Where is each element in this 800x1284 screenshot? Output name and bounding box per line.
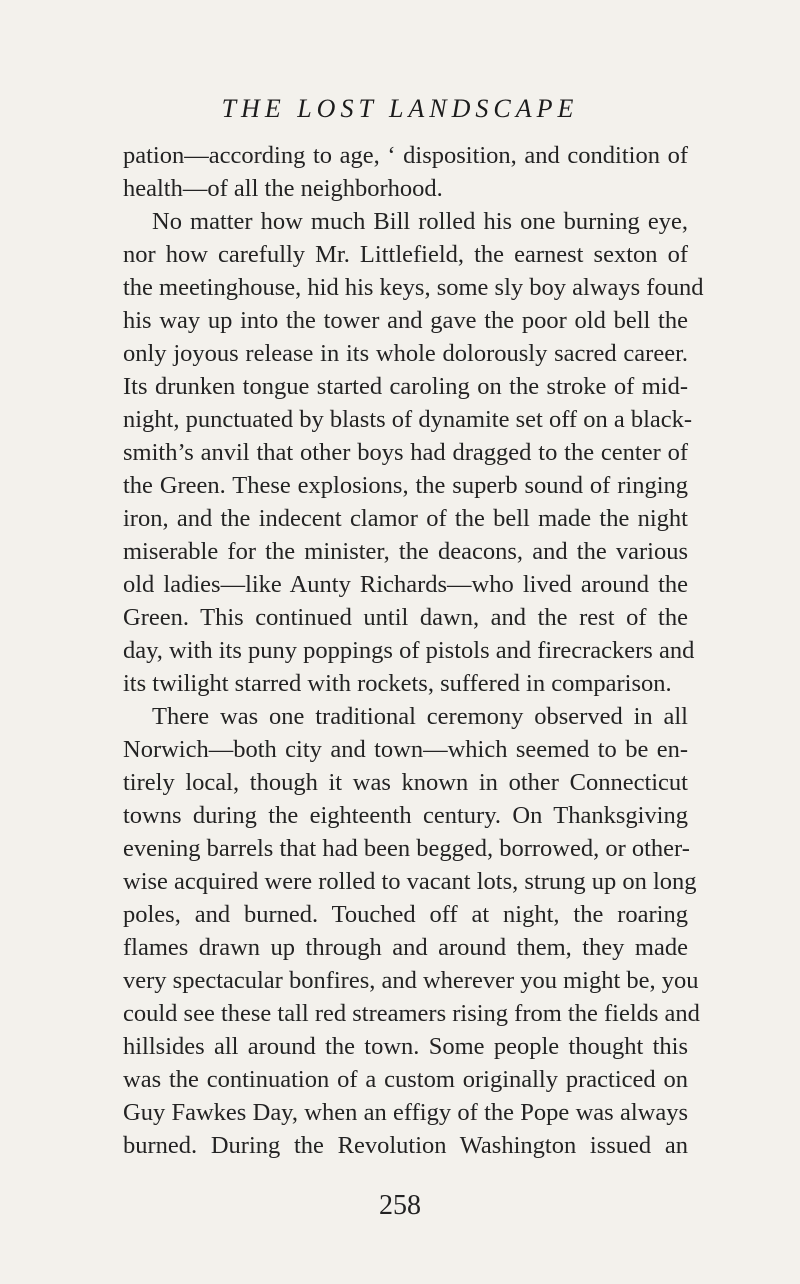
text-line: only joyous release in its whole dolorously sacred career. — [123, 340, 688, 367]
text-line: Guy Fawkes Day, when an effigy of the Pope was always — [123, 1099, 688, 1126]
text-line: No matter how much Bill rolled his one burning eye, — [152, 208, 688, 235]
running-head: THE LOST LANDSCAPE — [221, 94, 579, 123]
text-line: burned. During the Revolution Washington issued an — [123, 1132, 688, 1159]
text-line: There was one traditional ceremony observed in all — [152, 703, 688, 730]
text-line: iron, and the indecent clamor of the bell made the night — [123, 505, 688, 532]
text-line: its twilight starred with rockets, suffered in comparison. — [123, 670, 672, 697]
text-line: day, with its puny poppings of pistols and firecrackers and — [123, 637, 695, 664]
text-line: pation—according to age, ‘ disposition, and condition of — [123, 142, 688, 169]
text-line: poles, and burned. Touched off at night, the roaring — [123, 901, 688, 928]
text-line: miserable for the minister, the deacons, and the various — [123, 538, 688, 565]
page-number: 258 — [379, 1190, 421, 1221]
text-line: old ladies—like Aunty Richards—who lived around the — [123, 571, 688, 598]
text-line: Its drunken tongue started caroling on the stroke of mid- — [123, 373, 688, 400]
text-line: towns during the eighteenth century. On Thanksgiving — [123, 802, 688, 829]
text-line: wise acquired were rolled to vacant lots, strung up on long — [123, 868, 697, 895]
text-line: nor how carefully Mr. Littlefield, the earnest sexton of — [123, 241, 688, 268]
text-line: Norwich—both city and town—which seemed to be en- — [123, 736, 688, 763]
text-line: was the continuation of a custom originally practiced on — [123, 1066, 688, 1093]
text-line: the meetinghouse, hid his keys, some sly boy always found — [123, 274, 704, 301]
text-line: evening barrels that had been begged, borrowed, or other- — [123, 835, 690, 862]
text-line: could see these tall red streamers rising from the fields and — [123, 1000, 700, 1027]
text-line: very spectacular bonfires, and wherever you might be, you — [123, 967, 699, 994]
text-line: Green. This continued until dawn, and the rest of the — [123, 604, 688, 631]
text-line: smith’s anvil that other boys had dragged to the center of — [123, 439, 688, 466]
text-line: tirely local, though it was known in other Connecticut — [123, 769, 688, 796]
text-line: health—of all the neighborhood. — [123, 175, 443, 202]
text-line: the Green. These explosions, the superb sound of ringing — [123, 472, 688, 499]
text-line: night, punctuated by blasts of dynamite set off on a black- — [123, 406, 693, 433]
text-line: his way up into the tower and gave the poor old bell the — [123, 307, 688, 334]
text-line: flames drawn up through and around them, they made — [123, 934, 688, 961]
text-line: hillsides all around the town. Some people thought this — [123, 1033, 688, 1060]
